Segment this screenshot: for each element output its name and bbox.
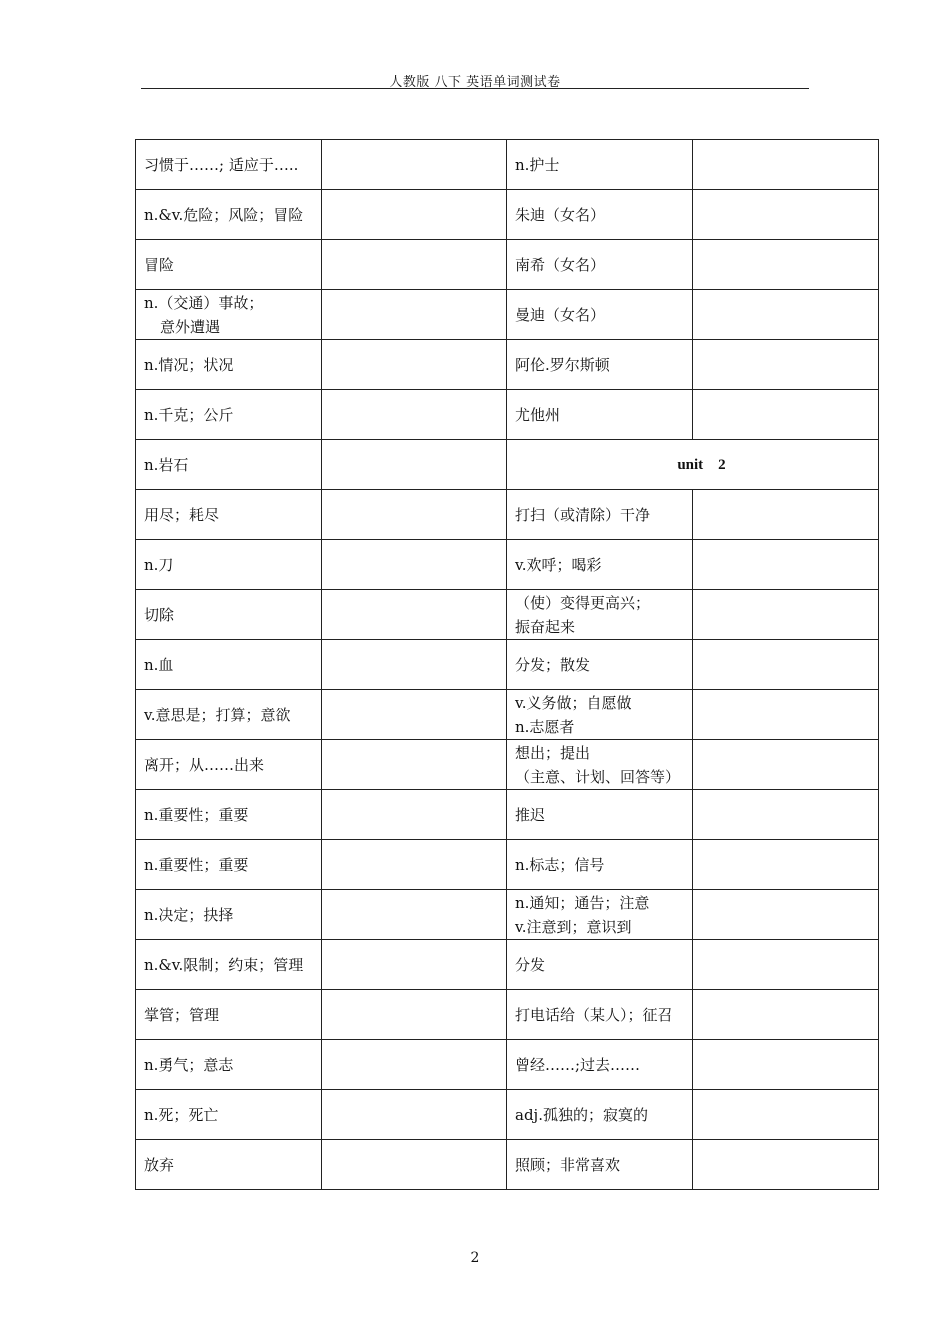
definition-text: n.情况；状况: [144, 355, 234, 374]
left-answer-cell[interactable]: [322, 1140, 507, 1190]
table-row: [136, 1090, 879, 1140]
definition-text: 放弃: [144, 1155, 175, 1174]
left-definition-cell: [136, 990, 322, 1040]
definition-text: （主意、计划、回答等）: [515, 767, 681, 786]
left-answer-cell[interactable]: [322, 240, 507, 290]
definition-text: n.千克；公斤: [144, 405, 234, 424]
left-answer-cell[interactable]: [322, 840, 507, 890]
left-definition-cell: [136, 140, 322, 190]
definition-text: 朱迪（女名）: [515, 205, 606, 224]
left-answer-cell[interactable]: [322, 440, 507, 490]
definition-text: n.刀: [144, 555, 174, 574]
definition-text: n.志愿者: [515, 717, 575, 736]
right-definition-cell: [507, 390, 693, 440]
right-answer-cell[interactable]: [693, 690, 879, 740]
page-header-title: 人教版 八下 英语单词测试卷: [389, 75, 561, 90]
right-definition-cell: [507, 190, 693, 240]
left-answer-cell[interactable]: [322, 190, 507, 240]
left-definition-cell: [136, 540, 322, 590]
left-definition-cell: [136, 590, 322, 640]
definition-text: n.重要性；重要: [144, 805, 249, 824]
left-answer-cell[interactable]: [322, 340, 507, 390]
left-definition-cell: [136, 1090, 322, 1140]
right-answer-cell[interactable]: [693, 890, 879, 940]
definition-text: v.注意到；意识到: [515, 917, 632, 936]
table-row: [136, 540, 879, 590]
left-answer-cell[interactable]: [322, 990, 507, 1040]
left-answer-cell[interactable]: [322, 490, 507, 540]
table-row: [136, 440, 879, 490]
left-definition-cell: [136, 390, 322, 440]
table-row: [136, 1040, 879, 1090]
left-answer-cell[interactable]: [322, 640, 507, 690]
right-definition-cell: [507, 890, 693, 940]
left-answer-cell[interactable]: [322, 590, 507, 640]
definition-text: n.勇气；意志: [144, 1055, 234, 1074]
definition-text: n.（交通）事故；: [144, 293, 264, 312]
definition-text: 振奋起来: [515, 617, 576, 636]
right-answer-cell[interactable]: [693, 340, 879, 390]
left-definition-cell: [136, 340, 322, 390]
definition-text: 掌管；管理: [144, 1005, 220, 1024]
right-definition-cell: [507, 790, 693, 840]
definition-text: v.义务做；自愿做: [515, 693, 632, 712]
right-answer-cell[interactable]: [693, 490, 879, 540]
definition-text: 打扫（或清除）干净: [515, 505, 651, 524]
right-answer-cell[interactable]: [693, 190, 879, 240]
unit-heading-cell: [507, 440, 879, 490]
definition-text: 曼迪（女名）: [515, 305, 606, 324]
definition-text: n.血: [144, 655, 174, 674]
right-answer-cell[interactable]: [693, 1040, 879, 1090]
table-row: [136, 390, 879, 440]
right-answer-cell[interactable]: [693, 540, 879, 590]
page-number: 2: [470, 1250, 480, 1266]
definition-text: n.护士: [515, 155, 560, 174]
table-row: [136, 340, 879, 390]
definition-text: n.重要性；重要: [144, 855, 249, 874]
left-answer-cell[interactable]: [322, 940, 507, 990]
header-rule: [141, 88, 809, 89]
definition-text: 意外遭遇: [160, 317, 221, 336]
table-row: [136, 140, 879, 190]
right-definition-cell: [507, 690, 693, 740]
definition-text: n.通知；通告；注意: [515, 893, 650, 912]
right-definition-cell: [507, 940, 693, 990]
table-row: [136, 1140, 879, 1190]
table-row: [136, 290, 879, 340]
definition-text: adj.孤独的；寂寞的: [515, 1105, 648, 1124]
definition-text: 习惯于……; 适应于…..: [144, 155, 299, 174]
definition-text: 南希（女名）: [515, 255, 606, 274]
definition-text: n.&v.危险；风险；冒险: [144, 205, 304, 224]
table-row: [136, 690, 879, 740]
table-row: [136, 240, 879, 290]
right-answer-cell[interactable]: [693, 990, 879, 1040]
left-definition-cell: [136, 240, 322, 290]
definition-text: 分发: [515, 955, 546, 974]
vocabulary-table: [135, 139, 879, 1190]
left-definition-cell: [136, 490, 322, 540]
left-answer-cell[interactable]: [322, 1090, 507, 1140]
left-definition-cell: [136, 190, 322, 240]
left-answer-cell[interactable]: [322, 790, 507, 840]
definition-text: 尤他州: [515, 405, 561, 424]
left-answer-cell[interactable]: [322, 390, 507, 440]
definition-text: 打电话给（某人）；征召: [515, 1005, 673, 1024]
table-row: [136, 840, 879, 890]
table-row: [136, 890, 879, 940]
definition-text: v.意思是；打算；意欲: [144, 705, 291, 724]
right-definition-cell: [507, 640, 693, 690]
definition-text: n.决定；抉择: [144, 905, 234, 924]
left-definition-cell: [136, 840, 322, 890]
left-definition-cell: [136, 940, 322, 990]
right-definition-cell: [507, 1090, 693, 1140]
table-row: [136, 740, 879, 790]
left-definition-cell: [136, 1140, 322, 1190]
right-answer-cell[interactable]: [693, 1140, 879, 1190]
left-definition-cell: [136, 290, 322, 340]
right-definition-cell: [507, 140, 693, 190]
definition-text: 曾经……;过去……: [515, 1055, 641, 1074]
definition-text: 推迟: [515, 805, 546, 824]
left-answer-cell[interactable]: [322, 1040, 507, 1090]
definition-text: （使）变得更高兴；: [515, 593, 651, 612]
right-answer-cell[interactable]: [693, 240, 879, 290]
left-definition-cell: [136, 690, 322, 740]
definition-text: n.岩石: [144, 455, 189, 474]
right-definition-cell: [507, 240, 693, 290]
definition-text: n.死；死亡: [144, 1105, 219, 1124]
left-answer-cell[interactable]: [322, 290, 507, 340]
definition-text: n.标志；信号: [515, 855, 605, 874]
right-definition-cell: [507, 340, 693, 390]
right-answer-cell[interactable]: [693, 290, 879, 340]
table-row: [136, 640, 879, 690]
table-row: [136, 190, 879, 240]
right-answer-cell[interactable]: [693, 840, 879, 890]
left-answer-cell[interactable]: [322, 890, 507, 940]
definition-text: 切除: [144, 605, 175, 624]
definition-text: v.欢呼；喝彩: [515, 555, 602, 574]
right-definition-cell: [507, 1140, 693, 1190]
right-definition-cell: [507, 1040, 693, 1090]
right-answer-cell[interactable]: [693, 640, 879, 690]
right-definition-cell: [507, 840, 693, 890]
right-definition-cell: [507, 490, 693, 540]
table-row: [136, 940, 879, 990]
right-definition-cell: [507, 740, 693, 790]
left-definition-cell: [136, 640, 322, 690]
definition-text: 阿伦.罗尔斯顿: [515, 355, 610, 374]
right-answer-cell[interactable]: [693, 1090, 879, 1140]
left-definition-cell: [136, 440, 322, 490]
left-definition-cell: [136, 790, 322, 840]
left-definition-cell: [136, 1040, 322, 1090]
definition-text: 冒险: [144, 255, 175, 274]
right-definition-cell: [507, 540, 693, 590]
definition-text: 用尽；耗尽: [144, 505, 220, 524]
left-answer-cell[interactable]: [322, 140, 507, 190]
right-answer-cell[interactable]: [693, 590, 879, 640]
definition-text: 想出；提出: [515, 743, 591, 762]
left-definition-cell: [136, 890, 322, 940]
left-definition-cell: [136, 740, 322, 790]
definition-text: n.&v.限制；约束；管理: [144, 955, 304, 974]
definition-text: 分发；散发: [515, 655, 591, 674]
right-definition-cell: [507, 290, 693, 340]
table-row: [136, 790, 879, 840]
right-answer-cell[interactable]: [693, 390, 879, 440]
left-answer-cell[interactable]: [322, 740, 507, 790]
right-answer-cell[interactable]: [693, 740, 879, 790]
definition-text: 照顾；非常喜欢: [515, 1155, 621, 1174]
left-answer-cell[interactable]: [322, 690, 507, 740]
unit-heading: unit 2: [677, 456, 726, 473]
definition-text: 离开；从……出来: [144, 755, 265, 774]
right-definition-cell: [507, 590, 693, 640]
right-answer-cell[interactable]: [693, 940, 879, 990]
right-answer-cell[interactable]: [693, 140, 879, 190]
left-answer-cell[interactable]: [322, 540, 507, 590]
table-row: [136, 990, 879, 1040]
right-definition-cell: [507, 990, 693, 1040]
table-row: [136, 590, 879, 640]
table-row: [136, 490, 879, 540]
right-answer-cell[interactable]: [693, 790, 879, 840]
